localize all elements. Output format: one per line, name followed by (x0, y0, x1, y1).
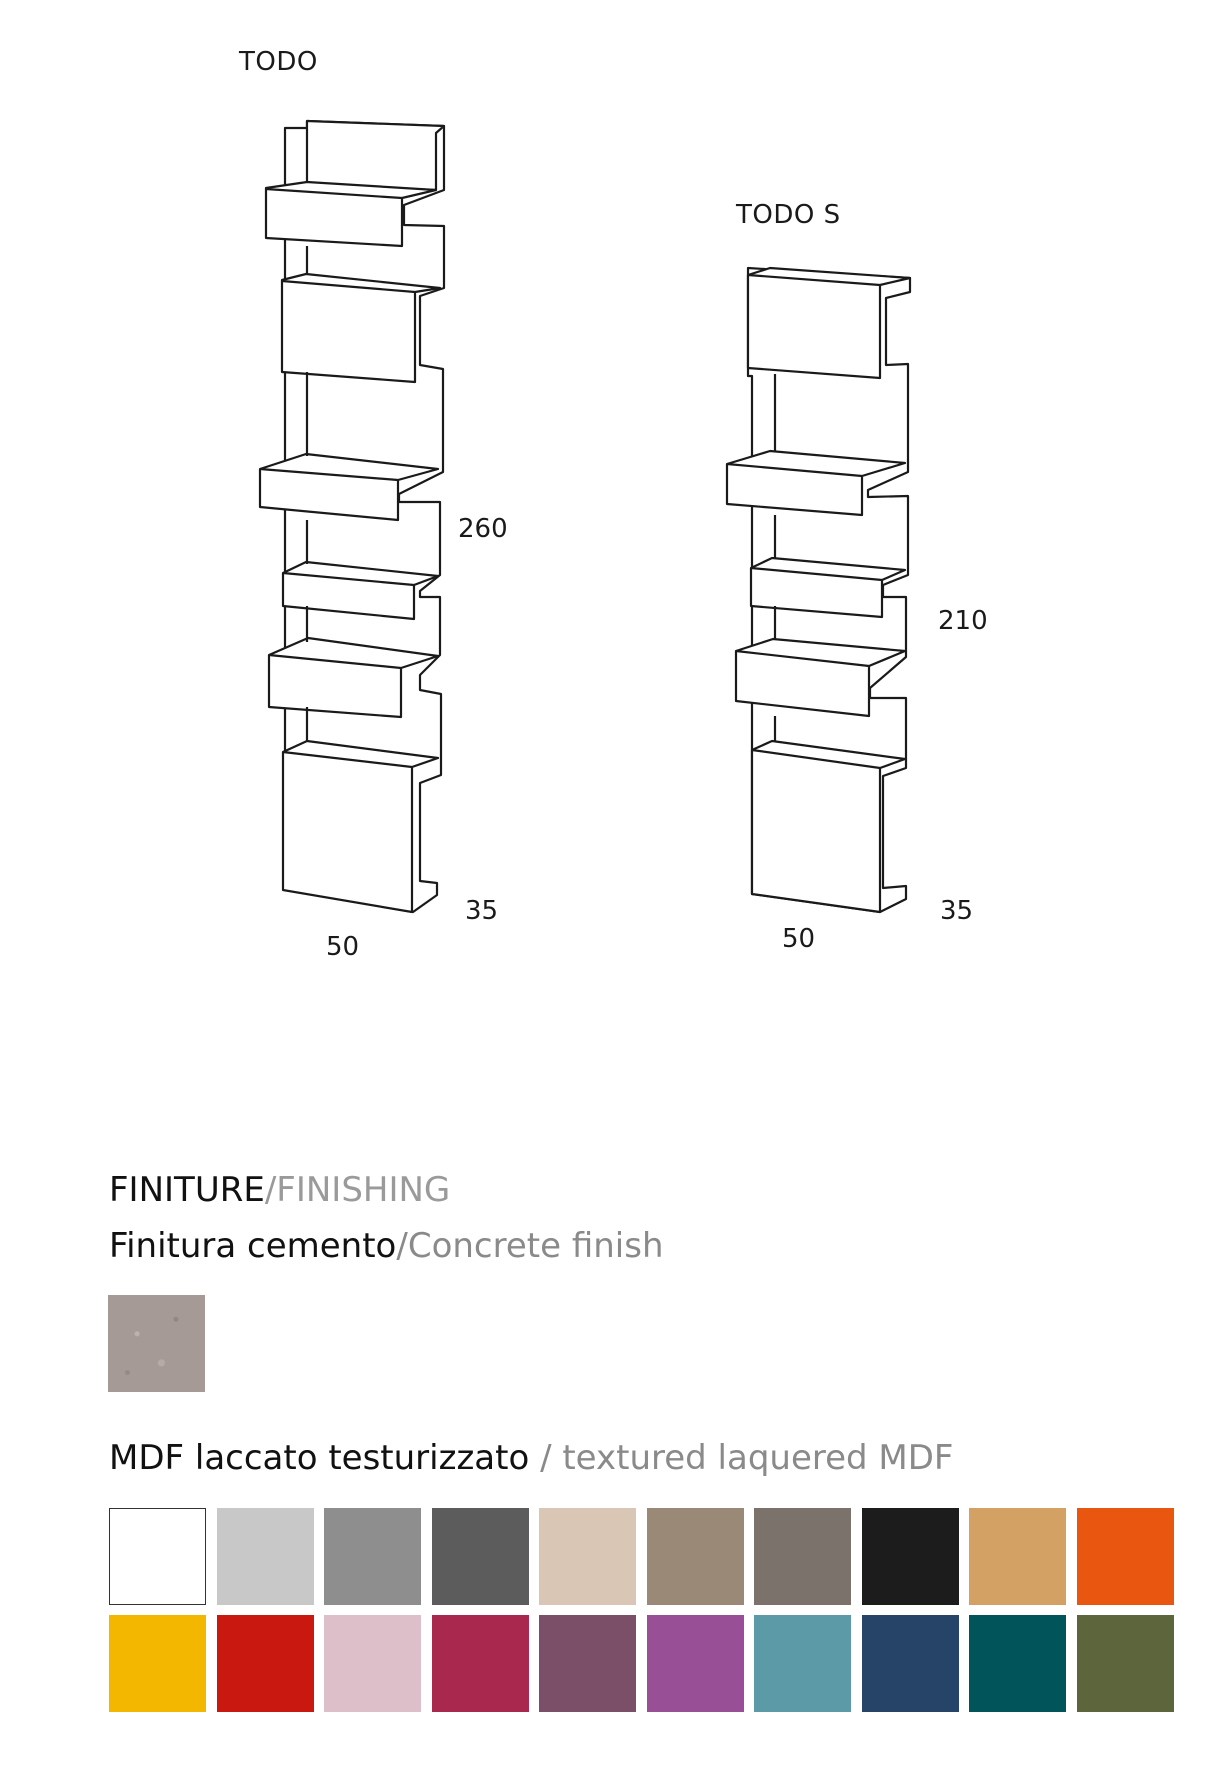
mdf-finish-en: textured laquered MDF (562, 1438, 954, 1478)
mdf-swatch (324, 1508, 421, 1605)
todo-s-width-dim: 50 (782, 924, 816, 954)
concrete-finish-label (109, 1226, 664, 1266)
mdf-swatch (862, 1508, 959, 1605)
mdf-swatch (754, 1615, 851, 1712)
mdf-swatch (109, 1615, 206, 1712)
todo-depth-dim: 35 (465, 896, 499, 926)
mdf-swatch (539, 1615, 636, 1712)
concrete-finish-it: Finitura cemento (109, 1226, 397, 1266)
mdf-swatch (647, 1508, 744, 1605)
mdf-swatch (217, 1508, 314, 1605)
mdf-swatch (1077, 1615, 1174, 1712)
todo-s-depth-dim: 35 (940, 896, 974, 926)
todo-width-dim: 50 (326, 932, 360, 962)
todo-s-height-dim: 210 (938, 606, 988, 636)
mdf-swatch (754, 1508, 851, 1605)
mdf-swatch (217, 1615, 314, 1712)
finishing-heading (109, 1170, 450, 1210)
mdf-swatch (324, 1615, 421, 1712)
mdf-color-swatches (109, 1508, 1174, 1712)
mdf-swatch (647, 1615, 744, 1712)
todo-s-title: TODO S (736, 200, 841, 230)
mdf-swatch (969, 1615, 1066, 1712)
todo-s-drawing (727, 268, 910, 912)
mdf-swatch (539, 1508, 636, 1605)
todo-top-panel (307, 121, 444, 190)
finishing-heading-separator: / (264, 1170, 277, 1210)
concrete-finish-separator: / (396, 1226, 408, 1266)
mdf-swatch (862, 1615, 959, 1712)
concrete-finish-en: Concrete finish (407, 1226, 664, 1266)
mdf-finish-it: MDF laccato testurizzato (109, 1438, 530, 1478)
todo-height-dim: 260 (458, 514, 508, 544)
mdf-swatch (432, 1615, 529, 1712)
finishing-heading-en: FINISHING (276, 1170, 451, 1210)
mdf-finish-separator: / (529, 1438, 563, 1478)
todo-drawing (260, 121, 444, 912)
concrete-swatch (108, 1295, 205, 1392)
todo-title: TODO (239, 47, 318, 77)
mdf-swatch (1077, 1508, 1174, 1605)
mdf-swatch (432, 1508, 529, 1605)
mdf-swatch (109, 1508, 206, 1605)
mdf-finish-label (109, 1438, 953, 1478)
mdf-swatch (969, 1508, 1066, 1605)
finishing-heading-it: FINITURE (109, 1170, 265, 1210)
